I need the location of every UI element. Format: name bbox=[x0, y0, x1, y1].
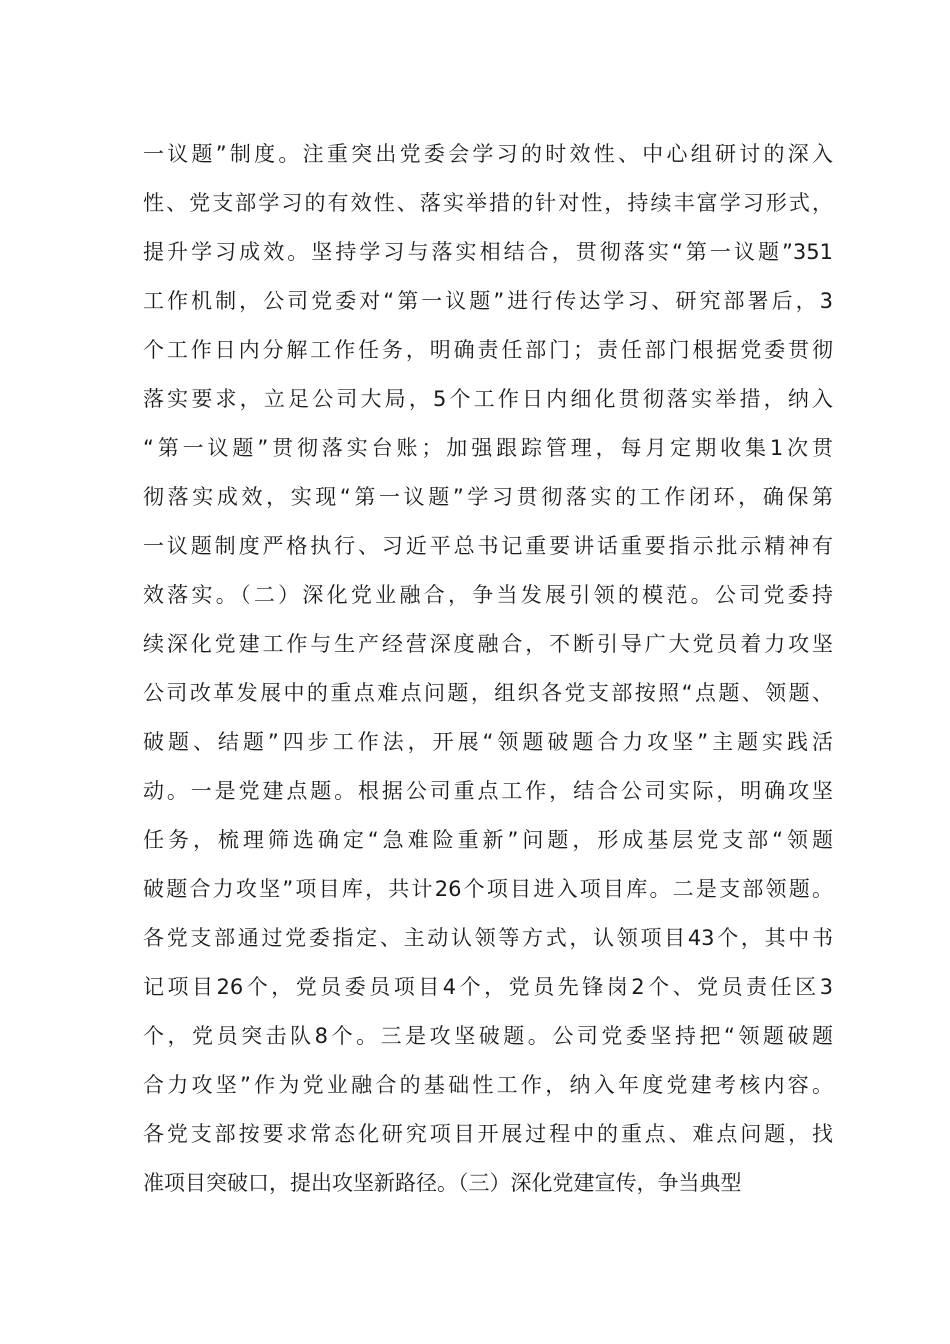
text-line: 准项目突破口，提出攻坚新路径。（三）深化党建宣传，争当典型 bbox=[143, 1171, 742, 1195]
text-line: 动。一是党建点题。根据公司重点工作，结合公司实际，明确攻坚 bbox=[143, 779, 833, 803]
text-line: 提升学习成效。坚持学习与落实相结合，贯彻落实“第一议题”351 bbox=[143, 240, 833, 264]
text-line: 破题合力攻坚”项目库，共计26个项目进入项目库。二是支部领题。 bbox=[143, 877, 833, 901]
text-line: 续深化党建工作与生产经营深度融合，不断引导广大党员着力攻坚 bbox=[143, 632, 833, 656]
text-line: 各党支部通过党委指定、主动认领等方式，认领项目43个，其中书 bbox=[143, 926, 833, 950]
text-line: 一议题”制度。注重突出党委会学习的时效性、中心组研讨的深入 bbox=[143, 142, 833, 166]
text-line: “第一议题”贯彻落实台账；加强跟踪管理，每月定期收集1次贯 bbox=[143, 436, 833, 460]
text-line: 记项目26个，党员委员项目4个，党员先锋岗2个、党员责任区3 bbox=[143, 975, 833, 999]
text-line: 工作机制，公司党委对“第一议题”进行传达学习、研究部署后，3 bbox=[143, 289, 833, 313]
text-line: 落实要求，立足公司大局，5个工作日内细化贯彻落实举措，纳入 bbox=[143, 387, 833, 411]
text-line: 各党支部按要求常态化研究项目开展过程中的重点、难点问题，找 bbox=[143, 1122, 833, 1146]
text-line: 公司改革发展中的重点难点问题，组织各党支部按照“点题、领题、 bbox=[143, 681, 833, 705]
text-line: 任务，梳理筛选确定“急难险重新”问题，形成基层党支部“领题 bbox=[143, 828, 833, 852]
text-line: 彻落实成效，实现“第一议题”学习贯彻落实的工作闭环，确保第 bbox=[143, 485, 833, 509]
text-line: 效落实。（二）深化党业融合，争当发展引领的模范。公司党委持 bbox=[143, 583, 833, 607]
text-line: 破题、结题”四步工作法，开展“领题破题合力攻坚”主题实践活 bbox=[143, 730, 833, 754]
text-line: 个，党员突击队8个。三是攻坚破题。公司党委坚持把“领题破题 bbox=[143, 1024, 833, 1048]
text-line: 性、党支部学习的有效性、落实举措的针对性，持续丰富学习形式， bbox=[143, 191, 833, 215]
text-line: 合力攻坚”作为党业融合的基础性工作，纳入年度党建考核内容。 bbox=[143, 1073, 833, 1097]
text-line: 一议题制度严格执行、习近平总书记重要讲话重要指示批示精神有 bbox=[143, 534, 833, 558]
text-line: 个工作日内分解工作任务，明确责任部门；责任部门根据党委贯彻 bbox=[143, 338, 833, 362]
body-text bbox=[143, 130, 833, 1208]
